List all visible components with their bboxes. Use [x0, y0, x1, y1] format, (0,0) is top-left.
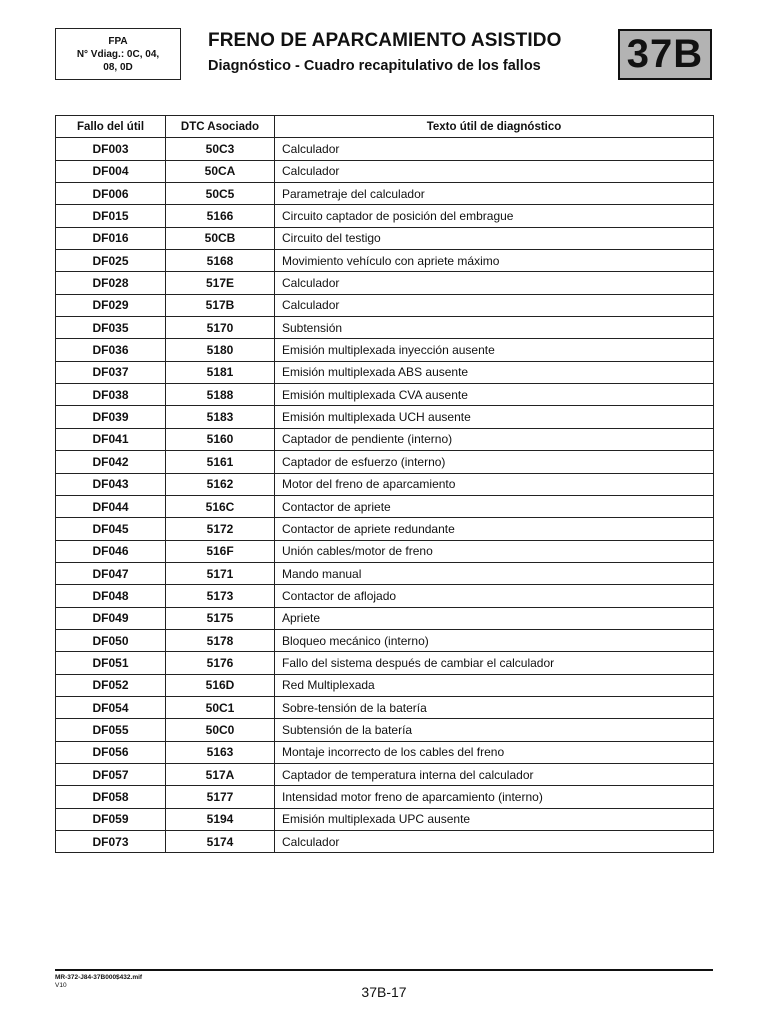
table-row [56, 205, 714, 227]
table-row [56, 473, 714, 495]
dtc-code-cell: 517B [166, 294, 275, 316]
dtc-code-cell: 516D [166, 674, 275, 696]
fault-code-cell: DF059 [56, 808, 166, 830]
fault-code-cell: DF042 [56, 451, 166, 473]
table-row [56, 339, 714, 361]
dtc-code-cell: 5175 [166, 607, 275, 629]
dtc-code-cell: 5181 [166, 361, 275, 383]
dtc-code-cell: 517E [166, 272, 275, 294]
table-row [56, 652, 714, 674]
diagnostic-text-cell: Subtensión [275, 317, 714, 339]
table-row [56, 428, 714, 450]
fault-code-cell: DF016 [56, 227, 166, 249]
page-subtitle: Diagnóstico - Cuadro recapitulativo de los fallos [208, 58, 541, 74]
chapter-badge: 37B [618, 29, 712, 80]
table-row [56, 518, 714, 540]
table-row [56, 741, 714, 763]
dtc-code-cell: 5183 [166, 406, 275, 428]
dtc-code-cell: 50C1 [166, 696, 275, 718]
diagnostic-text-cell: Emisión multiplexada UPC ausente [275, 808, 714, 830]
diagnostic-text-cell: Fallo del sistema después de cambiar el calculador [275, 652, 714, 674]
table-row [56, 831, 714, 853]
fault-summary-table [55, 115, 714, 853]
dtc-code-cell: 5194 [166, 808, 275, 830]
diagnostic-text-cell: Movimiento vehículo con apriete máximo [275, 250, 714, 272]
dtc-code-cell: 5160 [166, 428, 275, 450]
vdiag-line-1: N° Vdiag.: 0C, 04, [76, 48, 160, 60]
fault-code-cell: DF046 [56, 540, 166, 562]
dtc-code-cell: 5162 [166, 473, 275, 495]
fault-code-cell: DF054 [56, 696, 166, 718]
diagnostic-text-cell: Calculador [275, 294, 714, 316]
diagnostic-text-cell: Contactor de apriete [275, 495, 714, 517]
table-row [56, 808, 714, 830]
table-row [56, 696, 714, 718]
dtc-code-cell: 50C3 [166, 138, 275, 160]
table-row [56, 540, 714, 562]
diagnostic-text-cell: Unión cables/motor de freno [275, 540, 714, 562]
fault-code-cell: DF038 [56, 384, 166, 406]
dtc-code-cell: 5174 [166, 831, 275, 853]
diagnostic-text-cell: Subtensión de la batería [275, 719, 714, 741]
diagnostic-text-cell: Calculador [275, 138, 714, 160]
dtc-code-cell: 5177 [166, 786, 275, 808]
vdiag-line-2: 08, 0D [103, 61, 133, 73]
diagnostic-text-cell: Red Multiplexada [275, 674, 714, 696]
table-row [56, 562, 714, 584]
page-title: FRENO DE APARCAMIENTO ASISTIDO [208, 30, 562, 51]
fault-code-cell: DF073 [56, 831, 166, 853]
column-header-dtc: DTC Asociado [166, 116, 275, 138]
footer-divider [55, 969, 713, 971]
fault-code-cell: DF056 [56, 741, 166, 763]
fpa-label: FPA [108, 35, 128, 47]
fault-code-cell: DF049 [56, 607, 166, 629]
table-row [56, 406, 714, 428]
table-row [56, 272, 714, 294]
fault-code-cell: DF036 [56, 339, 166, 361]
dtc-code-cell: 5188 [166, 384, 275, 406]
diagnostic-text-cell: Calculador [275, 160, 714, 182]
fault-code-cell: DF045 [56, 518, 166, 540]
fault-code-cell: DF039 [56, 406, 166, 428]
fault-code-cell: DF055 [56, 719, 166, 741]
dtc-code-cell: 50C0 [166, 719, 275, 741]
diagnostic-text-cell: Intensidad motor freno de aparcamiento (interno) [275, 786, 714, 808]
diagnostic-text-cell: Parametraje del calculador [275, 183, 714, 205]
fault-code-cell: DF058 [56, 786, 166, 808]
fault-code-cell: DF025 [56, 250, 166, 272]
diagnostic-text-cell: Circuito captador de posición del embrague [275, 205, 714, 227]
diagnostic-text-cell: Emisión multiplexada CVA ausente [275, 384, 714, 406]
dtc-code-cell: 5168 [166, 250, 275, 272]
dtc-code-cell: 517A [166, 763, 275, 785]
table-row [56, 629, 714, 651]
diagnostic-text-cell: Mando manual [275, 562, 714, 584]
fault-code-cell: DF028 [56, 272, 166, 294]
fault-code-cell: DF043 [56, 473, 166, 495]
dtc-code-cell: 5170 [166, 317, 275, 339]
table-row [56, 294, 714, 316]
fault-code-cell: DF029 [56, 294, 166, 316]
table-row [56, 160, 714, 182]
diagnostic-text-cell: Emisión multiplexada ABS ausente [275, 361, 714, 383]
table-row [56, 317, 714, 339]
diagnostic-text-cell: Calculador [275, 272, 714, 294]
diagnostic-text-cell: Sobre-tensión de la batería [275, 696, 714, 718]
diagnostic-text-cell: Captador de esfuerzo (interno) [275, 451, 714, 473]
dtc-code-cell: 50CA [166, 160, 275, 182]
fault-code-cell: DF035 [56, 317, 166, 339]
dtc-code-cell: 5172 [166, 518, 275, 540]
diagnostic-text-cell: Emisión multiplexada inyección ausente [275, 339, 714, 361]
table-row [56, 674, 714, 696]
table-row [56, 384, 714, 406]
table-body [56, 138, 714, 853]
table-row [56, 361, 714, 383]
dtc-code-cell: 5173 [166, 585, 275, 607]
dtc-code-cell: 5166 [166, 205, 275, 227]
table-row [56, 585, 714, 607]
table-row [56, 451, 714, 473]
table-row [56, 227, 714, 249]
table-row [56, 786, 714, 808]
dtc-code-cell: 50CB [166, 227, 275, 249]
dtc-code-cell: 50C5 [166, 183, 275, 205]
table-row [56, 763, 714, 785]
fault-code-cell: DF015 [56, 205, 166, 227]
fault-code-cell: DF006 [56, 183, 166, 205]
diagnostic-text-cell: Captador de temperatura interna del calculador [275, 763, 714, 785]
fault-code-cell: DF037 [56, 361, 166, 383]
diagnostic-text-cell: Motor del freno de aparcamiento [275, 473, 714, 495]
column-header-tool-fault: Fallo del útil [56, 116, 166, 138]
dtc-code-cell: 5176 [166, 652, 275, 674]
fault-code-cell: DF041 [56, 428, 166, 450]
diagnostic-text-cell: Emisión multiplexada UCH ausente [275, 406, 714, 428]
table-header-row [56, 116, 714, 138]
fault-code-cell: DF003 [56, 138, 166, 160]
fault-code-cell: DF052 [56, 674, 166, 696]
fault-code-cell: DF057 [56, 763, 166, 785]
table-row [56, 250, 714, 272]
table-row [56, 607, 714, 629]
diagnostic-text-cell: Captador de pendiente (interno) [275, 428, 714, 450]
fault-code-cell: DF048 [56, 585, 166, 607]
dtc-code-cell: 5161 [166, 451, 275, 473]
diagnostic-text-cell: Contactor de apriete redundante [275, 518, 714, 540]
diagnostic-text-cell: Calculador [275, 831, 714, 853]
table-row [56, 495, 714, 517]
diagnostic-text-cell: Montaje incorrecto de los cables del freno [275, 741, 714, 763]
fault-code-cell: DF004 [56, 160, 166, 182]
fault-code-cell: DF050 [56, 629, 166, 651]
page-number: 37B-17 [361, 984, 407, 1000]
document-version: V10 [55, 982, 67, 989]
fault-code-cell: DF051 [56, 652, 166, 674]
dtc-code-cell: 5178 [166, 629, 275, 651]
table-row [56, 138, 714, 160]
diagnostic-text-cell: Bloqueo mecánico (interno) [275, 629, 714, 651]
dtc-code-cell: 516C [166, 495, 275, 517]
document-reference: MR-372-J84-37B000$432.mif [55, 974, 143, 981]
diagnostic-text-cell: Apriete [275, 607, 714, 629]
dtc-code-cell: 5180 [166, 339, 275, 361]
fault-code-cell: DF047 [56, 562, 166, 584]
diagnostic-text-cell: Circuito del testigo [275, 227, 714, 249]
table-row [56, 719, 714, 741]
dtc-code-cell: 5163 [166, 741, 275, 763]
dtc-code-cell: 5171 [166, 562, 275, 584]
fault-code-cell: DF044 [56, 495, 166, 517]
vdiag-info-box [55, 28, 181, 80]
dtc-code-cell: 516F [166, 540, 275, 562]
column-header-diagnostic-text: Texto útil de diagnóstico [275, 116, 714, 138]
table-row [56, 183, 714, 205]
diagnostic-text-cell: Contactor de aflojado [275, 585, 714, 607]
